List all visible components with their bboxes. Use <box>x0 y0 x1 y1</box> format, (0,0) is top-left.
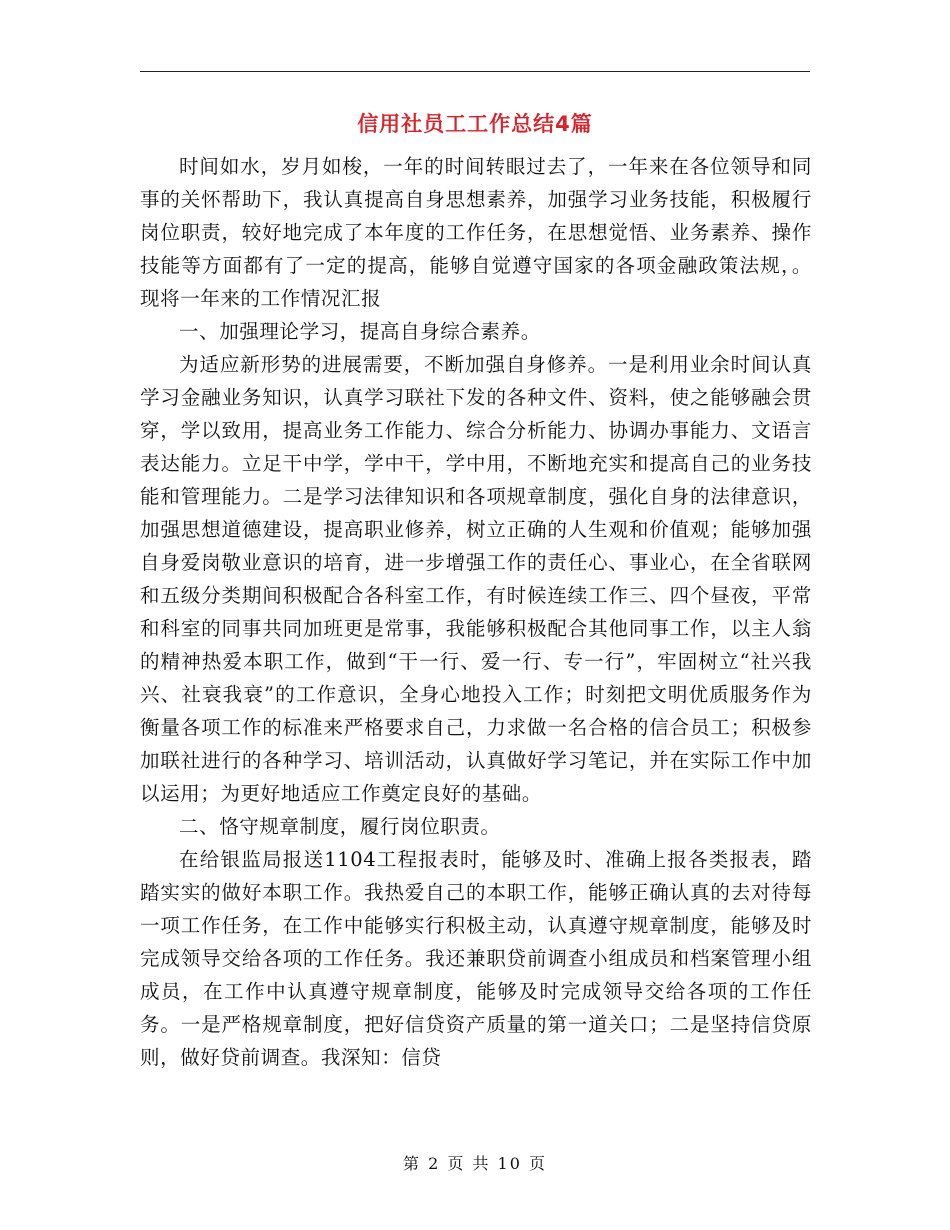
paragraph-section-1: 为适应新形势的进展需要，不断加强自身修养。一是利用业余时间认真学习金融业务知识，认真学习联社下发的各种文件、资料，使之能够融会贯穿，学以致用，提高业务工作能力、综合分析能力、协调办事能力、文语言表达能力。立足干中学，学中干，学中用，不断地充实和提高自己的业务技能和管理能力。二是学习法律知识和各项规章制度，强化自身的法律意识，加强思想道德建设，提高职业修养，树立正确的人生观和价值观；能够加强自身爱岗敬业意识的培育，进一步增强工作的责任心、事业心，在全省联网和五级分类期间积极配合各科室工作，有时候连续工作三、四个昼夜，平常和科室的同事共同加班更是常事，我能够积极配合其他同事工作，以主人翁的精神热爱本职工作，做到“干一行、爱一行、专一行”，牢固树立“社兴我兴、社衰我衰”的工作意识，全身心地投入工作；时刻把文明优质服务作为衡量各项工作的标准来严格要求自己，力求做一名合格的信合员工；积极参加联社进行的各种学习、培训活动，认真做好学习笔记，并在实际工作中加以运用；为更好地适应工作奠定良好的基础。 <box>140 353 812 805</box>
paragraph-intro: 时间如水，岁月如梭，一年的时间转眼过去了，一年来在各位领导和同事的关怀帮助下，我认真提高自身思想素养，加强学习业务技能，积极履行岗位职责，较好地完成了本年度的工作任务，在思想觉悟、业务素养、操作技能等方面都有了一定的提高，能够自觉遵守国家的各项金融政策法规，。现将一年来的工作情况汇报 <box>140 155 812 310</box>
header-rule <box>140 71 810 72</box>
page-number-footer: 第 2 页 共 10 页 <box>403 1154 547 1173</box>
document-body <box>140 150 812 1074</box>
section-heading-1: 一、加强理论学习，提高自身综合素养。 <box>179 320 541 343</box>
document-title: 信用社员工工作总结4篇 <box>357 112 593 136</box>
paragraph-section-2: 在给银监局报送1104工程报表时，能够及时、准确上报各类报表，踏踏实实的做好本职工作。我热爱自己的本职工作，能够正确认真的去对待每一项工作任务，在工作中能够实行积极主动，认真遵守规章制度，能够及时完成领导交给各项的工作任务。我还兼职贷前调查小组成员和档案管理小组成员，在工作中认真遵守规章制度，能够及时完成领导交给各项的工作任务。一是严格规章制度，把好信贷资产质量的第一道关口；二是坚持信贷原则，做好贷前调查。我深知：信贷 <box>140 848 812 1069</box>
section-heading-2: 二、恪守规章制度，履行岗位职责。 <box>179 815 501 838</box>
